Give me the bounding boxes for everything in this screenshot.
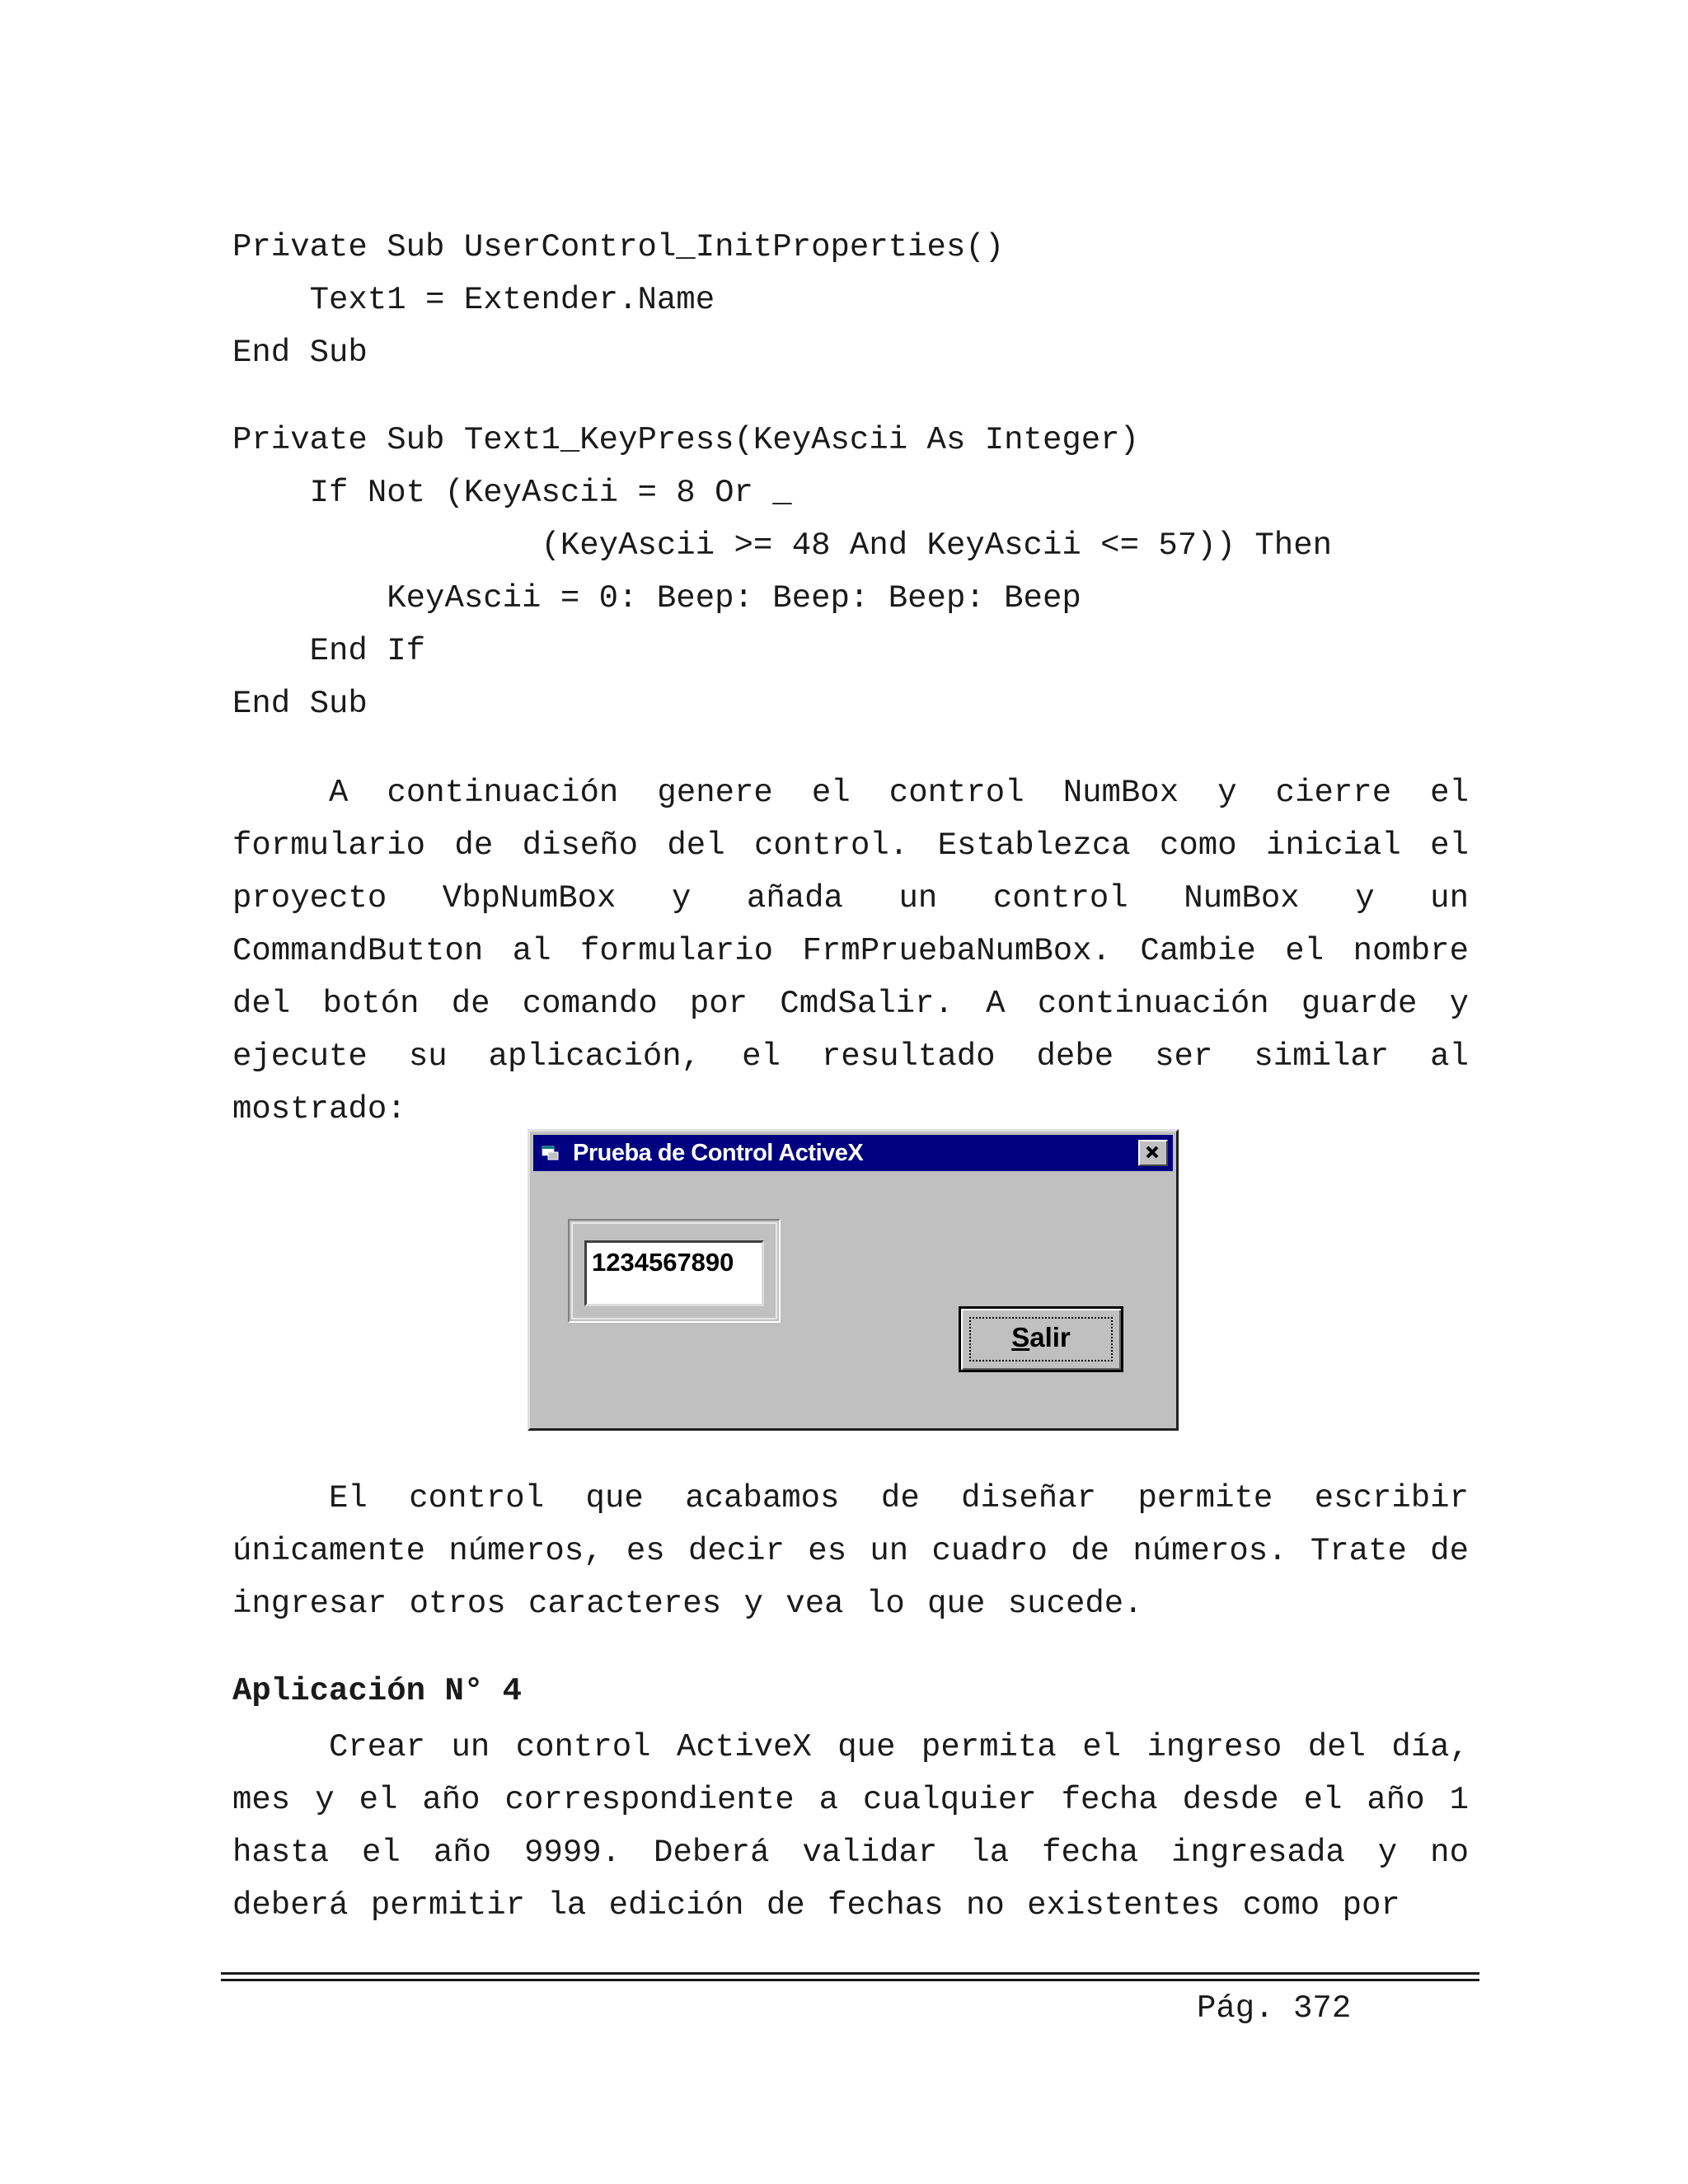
page-number: Pág. 372	[1197, 1990, 1352, 2027]
code-line: If Not (KeyAscii = 8 Or _	[232, 475, 792, 511]
close-button[interactable]	[1138, 1140, 1168, 1166]
footer-rule-bottom	[221, 1979, 1479, 1981]
code-line: Private Sub Text1_KeyPress(KeyAscii As Integer)	[232, 422, 1139, 458]
focus-rectangle	[969, 1317, 1113, 1361]
paragraph-explanation: El control que acabamos de diseñar permite escribir únicamente números, es decir es un cuadro de números. Trate de ingresar otros caracteres y vea lo que sucede.	[232, 1480, 1469, 1622]
footer-rule-top	[221, 1972, 1479, 1975]
dialog-title: Prueba de Control ActiveX	[573, 1140, 864, 1166]
code-line: KeyAscii = 0: Beep: Beep: Beep: Beep	[232, 580, 1081, 616]
code-block-init-properties	[232, 221, 1004, 379]
code-block-keypress	[232, 414, 1332, 730]
code-line: Private Sub UserControl_InitProperties()	[232, 229, 1005, 265]
code-line: End If	[232, 633, 426, 669]
form-icon	[542, 1145, 560, 1161]
code-line: (KeyAscii >= 48 And KeyAscii <= 57)) Then	[232, 527, 1333, 564]
activex-test-dialog	[528, 1129, 1179, 1431]
code-line: End Sub	[232, 686, 368, 722]
paragraph-instructions: A continuación genere el control NumBox y cierre el formulario de diseño del control. Establezca como inicial el proyecto VbpNumBox y añada un control NumBox y un CommandButton al formulario FrmPruebaNumBox. Cambie el nombre del botón de comando por CmdSalir. A continuación guarde y ejecute su aplicación, el resultado debe ser similar al mostrado:	[232, 775, 1469, 1127]
salir-button-label: alir	[1029, 1322, 1071, 1352]
paragraph-application-4: Crear un control ActiveX que permita el ingreso del día, mes y el año correspondiente a cualquier fecha desde el año 1 hasta el año 9999. Deberá validar la fecha ingresada y no deberá permitir la edición de fechas no existentes como por	[232, 1729, 1469, 1924]
salir-button[interactable]	[959, 1306, 1123, 1372]
dialog-titlebar[interactable]	[533, 1135, 1173, 1171]
salir-button-accesskey: S	[1011, 1322, 1030, 1352]
section-heading: Aplicación N° 4	[232, 1673, 523, 1709]
code-line: Text1 = Extender.Name	[232, 282, 715, 318]
code-line: End Sub	[232, 335, 368, 371]
close-icon	[1140, 1141, 1166, 1165]
numbox-input[interactable]: 1234567890	[584, 1240, 764, 1306]
